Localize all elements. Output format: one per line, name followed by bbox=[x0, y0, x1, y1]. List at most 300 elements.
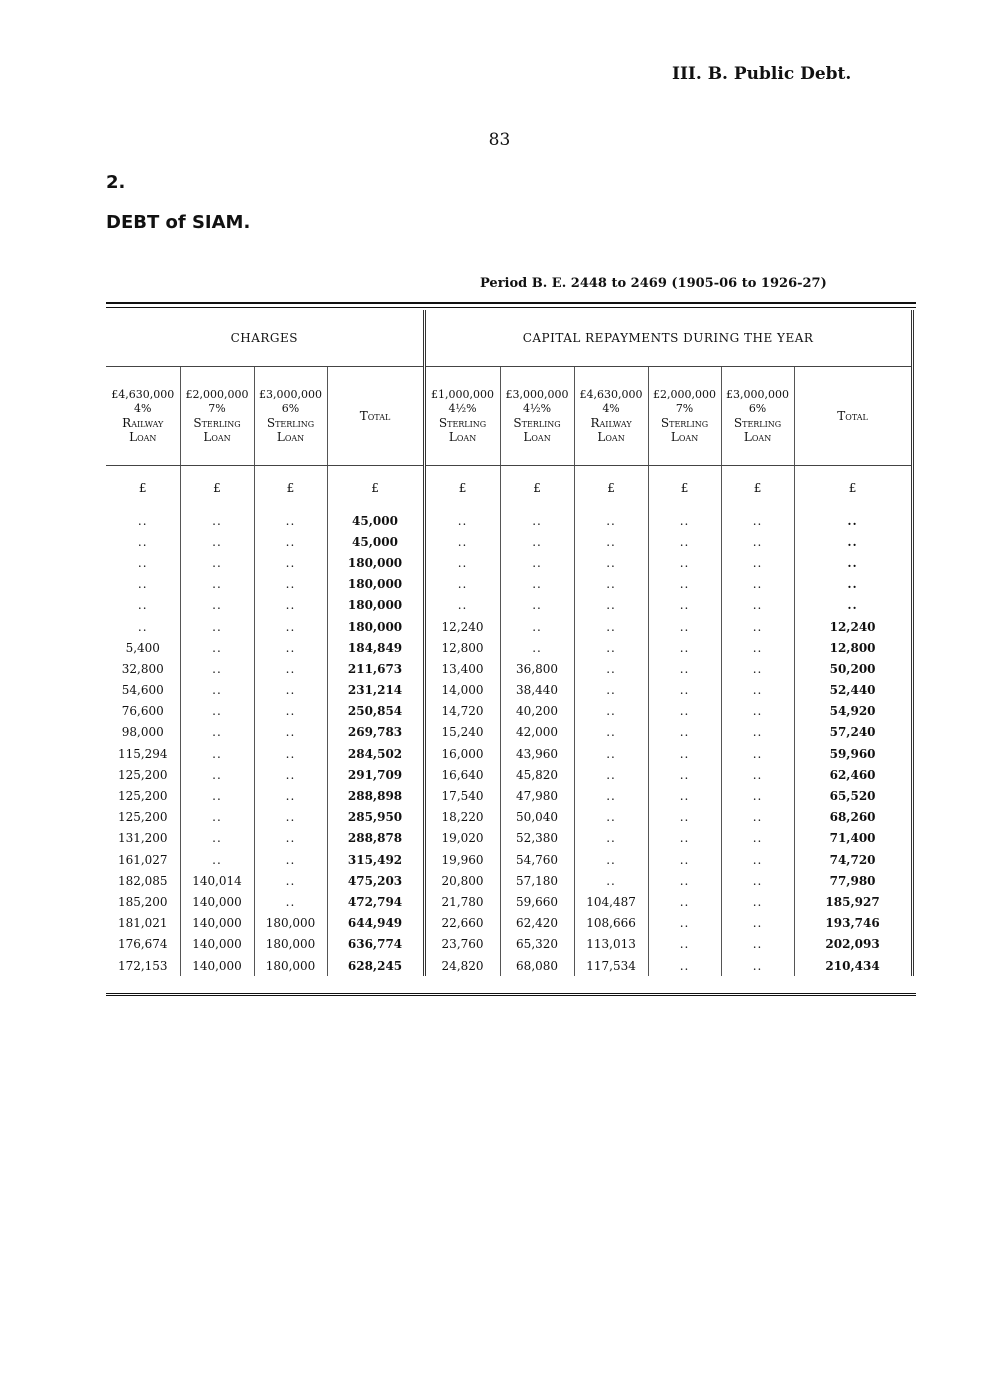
column-header-rate: 6% bbox=[748, 402, 767, 415]
table-cell: 65,520 bbox=[794, 785, 912, 806]
table-cell: .. bbox=[794, 531, 912, 552]
table-cell: .. bbox=[648, 680, 721, 701]
table-cell: .. bbox=[254, 722, 327, 743]
table-cell: 14,720 bbox=[424, 701, 500, 722]
table-cell: .. bbox=[180, 807, 254, 828]
table-cell: .. bbox=[500, 552, 574, 573]
table-cell: .. bbox=[180, 531, 254, 552]
table-cell: .. bbox=[721, 531, 794, 552]
unit-cell: £ bbox=[180, 466, 254, 511]
table-row bbox=[106, 552, 912, 573]
table-cell: 180,000 bbox=[254, 934, 327, 955]
table-cell: .. bbox=[254, 764, 327, 785]
table-cell: .. bbox=[574, 828, 648, 849]
table-cell: 210,434 bbox=[794, 955, 912, 976]
table-cell: 180,000 bbox=[327, 595, 424, 616]
table-row bbox=[106, 531, 912, 552]
table-cell: .. bbox=[180, 680, 254, 701]
table-top-rule-inner bbox=[106, 307, 916, 308]
column-header-rate: 4½% bbox=[448, 402, 477, 415]
section-number: 2. bbox=[106, 172, 126, 193]
table-cell: 40,200 bbox=[500, 701, 574, 722]
table-cell: .. bbox=[721, 637, 794, 658]
table-cell: 54,600 bbox=[106, 680, 180, 701]
table-cell: 288,898 bbox=[327, 785, 424, 806]
table-cell: 36,800 bbox=[500, 658, 574, 679]
table-cell: .. bbox=[574, 531, 648, 552]
table-cell: 284,502 bbox=[327, 743, 424, 764]
column-header-amount: £3,000,000 bbox=[259, 388, 322, 401]
column-header-5 bbox=[424, 367, 500, 466]
table-cell: 644,949 bbox=[327, 913, 424, 934]
table-cell: .. bbox=[500, 616, 574, 637]
page-number: 83 bbox=[488, 130, 511, 150]
table-cell: 12,240 bbox=[424, 616, 500, 637]
table-cell: .. bbox=[500, 574, 574, 595]
column-header-l2: Loan bbox=[276, 430, 305, 444]
table-cell: 180,000 bbox=[327, 574, 424, 595]
table-cell: .. bbox=[794, 595, 912, 616]
table-cell: .. bbox=[721, 785, 794, 806]
table-cell: .. bbox=[254, 616, 327, 637]
table-cell: .. bbox=[424, 574, 500, 595]
column-header-7 bbox=[574, 367, 648, 466]
table-cell: .. bbox=[180, 552, 254, 573]
column-header-l1: Sterling bbox=[266, 416, 315, 430]
table-cell: .. bbox=[574, 849, 648, 870]
table-cell: .. bbox=[106, 510, 180, 531]
column-header-l1: Sterling bbox=[660, 416, 709, 430]
column-header-amount: £3,000,000 bbox=[726, 388, 790, 401]
table-cell: 285,950 bbox=[327, 807, 424, 828]
table-cell: .. bbox=[721, 595, 794, 616]
table-cell: .. bbox=[648, 807, 721, 828]
table-body bbox=[106, 510, 912, 976]
table-cell: .. bbox=[254, 870, 327, 891]
table-cell: 115,294 bbox=[106, 743, 180, 764]
table-cell: 16,000 bbox=[424, 743, 500, 764]
table-cell: .. bbox=[574, 870, 648, 891]
table-cell: .. bbox=[180, 574, 254, 595]
table-cell: .. bbox=[721, 701, 794, 722]
table-cell: 68,260 bbox=[794, 807, 912, 828]
table-cell: 140,000 bbox=[180, 955, 254, 976]
table-cell: .. bbox=[794, 510, 912, 531]
table-cell: .. bbox=[648, 955, 721, 976]
table-cell: .. bbox=[424, 531, 500, 552]
table-cell: .. bbox=[500, 510, 574, 531]
column-header-rate: 7% bbox=[208, 402, 226, 415]
table-row bbox=[106, 743, 912, 764]
table-cell: .. bbox=[254, 785, 327, 806]
debt-table bbox=[106, 310, 914, 976]
table-cell: .. bbox=[254, 552, 327, 573]
table-cell: 180,000 bbox=[327, 616, 424, 637]
column-header-amount: £2,000,000 bbox=[185, 388, 249, 401]
table-cell: 5,400 bbox=[106, 637, 180, 658]
table-row bbox=[106, 891, 912, 912]
table-cell: 269,783 bbox=[327, 722, 424, 743]
table-cell: 20,800 bbox=[424, 870, 500, 891]
table-cell: 125,200 bbox=[106, 785, 180, 806]
column-header-rate: 4% bbox=[602, 402, 620, 415]
table-cell: .. bbox=[648, 552, 721, 573]
table-cell: .. bbox=[106, 574, 180, 595]
column-header-l2: Loan bbox=[670, 430, 699, 444]
table-cell: .. bbox=[721, 764, 794, 785]
table-cell: 57,180 bbox=[500, 870, 574, 891]
table-cell: .. bbox=[648, 913, 721, 934]
table-cell: .. bbox=[254, 828, 327, 849]
section-reference: III. B. Public Debt. bbox=[672, 64, 852, 84]
table-cell: .. bbox=[106, 552, 180, 573]
table-cell: 98,000 bbox=[106, 722, 180, 743]
table-cell: 628,245 bbox=[327, 955, 424, 976]
column-header-l1: Railway bbox=[590, 416, 632, 430]
table-cell: 140,000 bbox=[180, 891, 254, 912]
table-cell: .. bbox=[721, 913, 794, 934]
column-header-rate: 7% bbox=[675, 402, 694, 415]
table-cell: .. bbox=[648, 785, 721, 806]
table-cell: .. bbox=[106, 595, 180, 616]
table-cell: 45,000 bbox=[327, 510, 424, 531]
column-header-amount: £2,000,000 bbox=[653, 388, 717, 401]
table-cell: 108,666 bbox=[574, 913, 648, 934]
table-cell: .. bbox=[648, 849, 721, 870]
column-header-amount: £4,630,000 bbox=[111, 388, 175, 401]
table-cell: 182,085 bbox=[106, 870, 180, 891]
table-cell: 45,820 bbox=[500, 764, 574, 785]
unit-cell: £ bbox=[424, 466, 500, 511]
period-caption: Period B. E. 2448 to 2469 (1905-06 to 1926-27) bbox=[480, 276, 827, 291]
table-cell: .. bbox=[648, 891, 721, 912]
table-cell: 291,709 bbox=[327, 764, 424, 785]
table-row bbox=[106, 658, 912, 679]
column-header-l1: Total bbox=[359, 409, 391, 423]
table-row bbox=[106, 955, 912, 976]
table-cell: .. bbox=[500, 531, 574, 552]
table-cell: 180,000 bbox=[254, 955, 327, 976]
column-header-l1: Sterling bbox=[733, 416, 782, 430]
table-cell: .. bbox=[721, 849, 794, 870]
table-cell: 14,000 bbox=[424, 680, 500, 701]
table-row bbox=[106, 785, 912, 806]
table-cell: 104,487 bbox=[574, 891, 648, 912]
table-cell: .. bbox=[648, 595, 721, 616]
table-cell: 113,013 bbox=[574, 934, 648, 955]
table-cell: 181,021 bbox=[106, 913, 180, 934]
table-row bbox=[106, 807, 912, 828]
table-cell: 71,400 bbox=[794, 828, 912, 849]
table-cell: 185,927 bbox=[794, 891, 912, 912]
table-cell: 140,000 bbox=[180, 913, 254, 934]
table-cell: .. bbox=[180, 616, 254, 637]
table-cell: 131,200 bbox=[106, 828, 180, 849]
table-cell: .. bbox=[721, 807, 794, 828]
unit-row bbox=[106, 466, 912, 511]
table-cell: .. bbox=[721, 828, 794, 849]
table-cell: 32,800 bbox=[106, 658, 180, 679]
column-header-rate: 4% bbox=[134, 402, 152, 415]
table-cell: .. bbox=[180, 849, 254, 870]
table-cell: .. bbox=[574, 701, 648, 722]
column-header-6 bbox=[500, 367, 574, 466]
table-cell: 185,200 bbox=[106, 891, 180, 912]
table-cell: 52,440 bbox=[794, 680, 912, 701]
table-cell: 57,240 bbox=[794, 722, 912, 743]
charges-group-header: CHARGES bbox=[106, 310, 424, 367]
table-cell: .. bbox=[254, 637, 327, 658]
column-header-l2: Loan bbox=[129, 430, 157, 444]
table-cell: .. bbox=[794, 552, 912, 573]
table-row bbox=[106, 616, 912, 637]
table-cell: 250,854 bbox=[327, 701, 424, 722]
table-cell: .. bbox=[254, 680, 327, 701]
table-cell: 12,800 bbox=[424, 637, 500, 658]
column-header-amount: £1,000,000 bbox=[431, 388, 495, 401]
table-cell: 125,200 bbox=[106, 764, 180, 785]
table-cell: 76,600 bbox=[106, 701, 180, 722]
column-header-l2: Loan bbox=[597, 430, 625, 444]
table-cell: .. bbox=[721, 955, 794, 976]
table-cell: 59,660 bbox=[500, 891, 574, 912]
unit-cell: £ bbox=[721, 466, 794, 511]
table-cell: .. bbox=[574, 552, 648, 573]
column-header-l2: Loan bbox=[523, 430, 551, 444]
repayments-group-header: CAPITAL REPAYMENTS DURING THE YEAR bbox=[424, 310, 912, 367]
column-header-l1: Sterling bbox=[438, 416, 487, 430]
table-cell: .. bbox=[574, 743, 648, 764]
document-title: DEBT of SIAM. bbox=[106, 212, 251, 233]
table-cell: .. bbox=[721, 743, 794, 764]
table-cell: .. bbox=[254, 891, 327, 912]
table-cell: 12,800 bbox=[794, 637, 912, 658]
table-cell: .. bbox=[574, 616, 648, 637]
table-cell: 17,540 bbox=[424, 785, 500, 806]
table-cell: 180,000 bbox=[327, 552, 424, 573]
table-cell: .. bbox=[424, 552, 500, 573]
table-cell: 42,000 bbox=[500, 722, 574, 743]
table-cell: .. bbox=[574, 510, 648, 531]
table-cell: 475,203 bbox=[327, 870, 424, 891]
column-header-1 bbox=[106, 367, 180, 466]
table-cell: .. bbox=[648, 934, 721, 955]
table-cell: .. bbox=[254, 743, 327, 764]
table-row bbox=[106, 595, 912, 616]
table-cell: 184,849 bbox=[327, 637, 424, 658]
table-cell: .. bbox=[574, 785, 648, 806]
table-cell: 62,420 bbox=[500, 913, 574, 934]
table-cell: .. bbox=[574, 658, 648, 679]
column-header-rate: 6% bbox=[281, 402, 300, 415]
table-cell: .. bbox=[254, 510, 327, 531]
table-cell: .. bbox=[721, 934, 794, 955]
table-cell: .. bbox=[721, 870, 794, 891]
table-cell: .. bbox=[106, 616, 180, 637]
table-cell: .. bbox=[180, 701, 254, 722]
table-cell: .. bbox=[574, 722, 648, 743]
table-cell: 19,960 bbox=[424, 849, 500, 870]
table-cell: 231,214 bbox=[327, 680, 424, 701]
column-header-amount: £3,000,000 bbox=[505, 388, 569, 401]
table-cell: .. bbox=[180, 764, 254, 785]
table-cell: 68,080 bbox=[500, 955, 574, 976]
table-row bbox=[106, 934, 912, 955]
table-cell: 193,746 bbox=[794, 913, 912, 934]
table-cell: 180,000 bbox=[254, 913, 327, 934]
table-cell: 43,960 bbox=[500, 743, 574, 764]
table-cell: .. bbox=[648, 658, 721, 679]
table-cell: .. bbox=[648, 531, 721, 552]
table-cell: .. bbox=[180, 828, 254, 849]
debt-table-frame bbox=[106, 302, 916, 996]
table-cell: .. bbox=[648, 870, 721, 891]
table-cell: 19,020 bbox=[424, 828, 500, 849]
column-header-9 bbox=[721, 367, 794, 466]
table-cell: 65,320 bbox=[500, 934, 574, 955]
table-cell: 125,200 bbox=[106, 807, 180, 828]
table-cell: 140,014 bbox=[180, 870, 254, 891]
table-cell: .. bbox=[648, 510, 721, 531]
table-row bbox=[106, 849, 912, 870]
column-header-l1: Total bbox=[837, 409, 868, 423]
column-header-10 bbox=[794, 367, 912, 466]
table-cell: 176,674 bbox=[106, 934, 180, 955]
table-bottom-rule bbox=[106, 993, 916, 996]
table-cell: .. bbox=[721, 574, 794, 595]
unit-cell: £ bbox=[648, 466, 721, 511]
unit-cell: £ bbox=[794, 466, 912, 511]
table-cell: .. bbox=[254, 574, 327, 595]
table-cell: 161,027 bbox=[106, 849, 180, 870]
table-cell: 315,492 bbox=[327, 849, 424, 870]
table-cell: .. bbox=[721, 510, 794, 531]
table-cell: .. bbox=[180, 637, 254, 658]
column-header-8 bbox=[648, 367, 721, 466]
table-cell: .. bbox=[574, 764, 648, 785]
column-header-amount: £4,630,000 bbox=[579, 388, 643, 401]
table-cell: .. bbox=[180, 510, 254, 531]
column-header-2 bbox=[180, 367, 254, 466]
column-header-l2: Loan bbox=[203, 430, 231, 444]
table-cell: .. bbox=[794, 574, 912, 595]
table-cell: .. bbox=[721, 552, 794, 573]
table-cell: 62,460 bbox=[794, 764, 912, 785]
table-cell: .. bbox=[574, 574, 648, 595]
table-cell: 12,240 bbox=[794, 616, 912, 637]
table-cell: .. bbox=[648, 701, 721, 722]
column-header-l1: Sterling bbox=[193, 416, 241, 430]
table-cell: .. bbox=[254, 807, 327, 828]
table-cell: .. bbox=[254, 849, 327, 870]
table-cell: 172,153 bbox=[106, 955, 180, 976]
table-row bbox=[106, 510, 912, 531]
unit-cell: £ bbox=[500, 466, 574, 511]
table-cell: 52,380 bbox=[500, 828, 574, 849]
table-row bbox=[106, 680, 912, 701]
table-cell: .. bbox=[648, 764, 721, 785]
table-cell: .. bbox=[648, 828, 721, 849]
table-cell: .. bbox=[574, 595, 648, 616]
table-cell: .. bbox=[648, 743, 721, 764]
column-header-l1: Railway bbox=[122, 416, 164, 430]
table-cell: 50,200 bbox=[794, 658, 912, 679]
column-header-rate: 4½% bbox=[522, 402, 552, 415]
table-cell: .. bbox=[180, 743, 254, 764]
table-cell: .. bbox=[254, 658, 327, 679]
table-cell: 23,760 bbox=[424, 934, 500, 955]
table-cell: .. bbox=[721, 722, 794, 743]
table-cell: .. bbox=[648, 574, 721, 595]
table-cell: 16,640 bbox=[424, 764, 500, 785]
table-cell: 22,660 bbox=[424, 913, 500, 934]
table-cell: .. bbox=[574, 807, 648, 828]
table-cell: 13,400 bbox=[424, 658, 500, 679]
table-cell: 24,820 bbox=[424, 955, 500, 976]
table-row bbox=[106, 870, 912, 891]
table-cell: .. bbox=[254, 595, 327, 616]
table-cell: 211,673 bbox=[327, 658, 424, 679]
table-cell: 21,780 bbox=[424, 891, 500, 912]
column-header-3 bbox=[254, 367, 327, 466]
table-cell: .. bbox=[721, 658, 794, 679]
table-cell: 74,720 bbox=[794, 849, 912, 870]
table-cell: .. bbox=[721, 891, 794, 912]
table-cell: 47,980 bbox=[500, 785, 574, 806]
table-cell: 140,000 bbox=[180, 934, 254, 955]
table-cell: .. bbox=[254, 531, 327, 552]
column-header-l2: Loan bbox=[448, 430, 477, 444]
table-cell: .. bbox=[721, 680, 794, 701]
table-cell: 54,760 bbox=[500, 849, 574, 870]
table-cell: .. bbox=[648, 722, 721, 743]
column-header-l2: Loan bbox=[743, 430, 772, 444]
table-cell: 636,774 bbox=[327, 934, 424, 955]
table-cell: 18,220 bbox=[424, 807, 500, 828]
table-cell: .. bbox=[721, 616, 794, 637]
table-row bbox=[106, 574, 912, 595]
table-cell: .. bbox=[106, 531, 180, 552]
unit-cell: £ bbox=[106, 466, 180, 511]
table-row bbox=[106, 913, 912, 934]
table-cell: 77,980 bbox=[794, 870, 912, 891]
table-cell: .. bbox=[500, 595, 574, 616]
column-header-l1: Sterling bbox=[513, 416, 561, 430]
table-cell: .. bbox=[648, 637, 721, 658]
table-cell: 50,040 bbox=[500, 807, 574, 828]
table-cell: 45,000 bbox=[327, 531, 424, 552]
table-cell: 54,920 bbox=[794, 701, 912, 722]
column-header-row bbox=[106, 367, 912, 466]
table-cell: 288,878 bbox=[327, 828, 424, 849]
table-cell: .. bbox=[180, 722, 254, 743]
table-cell: 117,534 bbox=[574, 955, 648, 976]
column-header-4 bbox=[327, 367, 424, 466]
table-cell: 472,794 bbox=[327, 891, 424, 912]
table-top-rule bbox=[106, 302, 916, 304]
table-row bbox=[106, 764, 912, 785]
group-header-row bbox=[106, 310, 912, 367]
table-cell: .. bbox=[424, 595, 500, 616]
unit-cell: £ bbox=[327, 466, 424, 511]
table-cell: .. bbox=[574, 680, 648, 701]
table-row bbox=[106, 828, 912, 849]
table-cell: .. bbox=[180, 785, 254, 806]
table-cell: 38,440 bbox=[500, 680, 574, 701]
table-cell: .. bbox=[180, 658, 254, 679]
table-cell: .. bbox=[648, 616, 721, 637]
table-cell: .. bbox=[254, 701, 327, 722]
